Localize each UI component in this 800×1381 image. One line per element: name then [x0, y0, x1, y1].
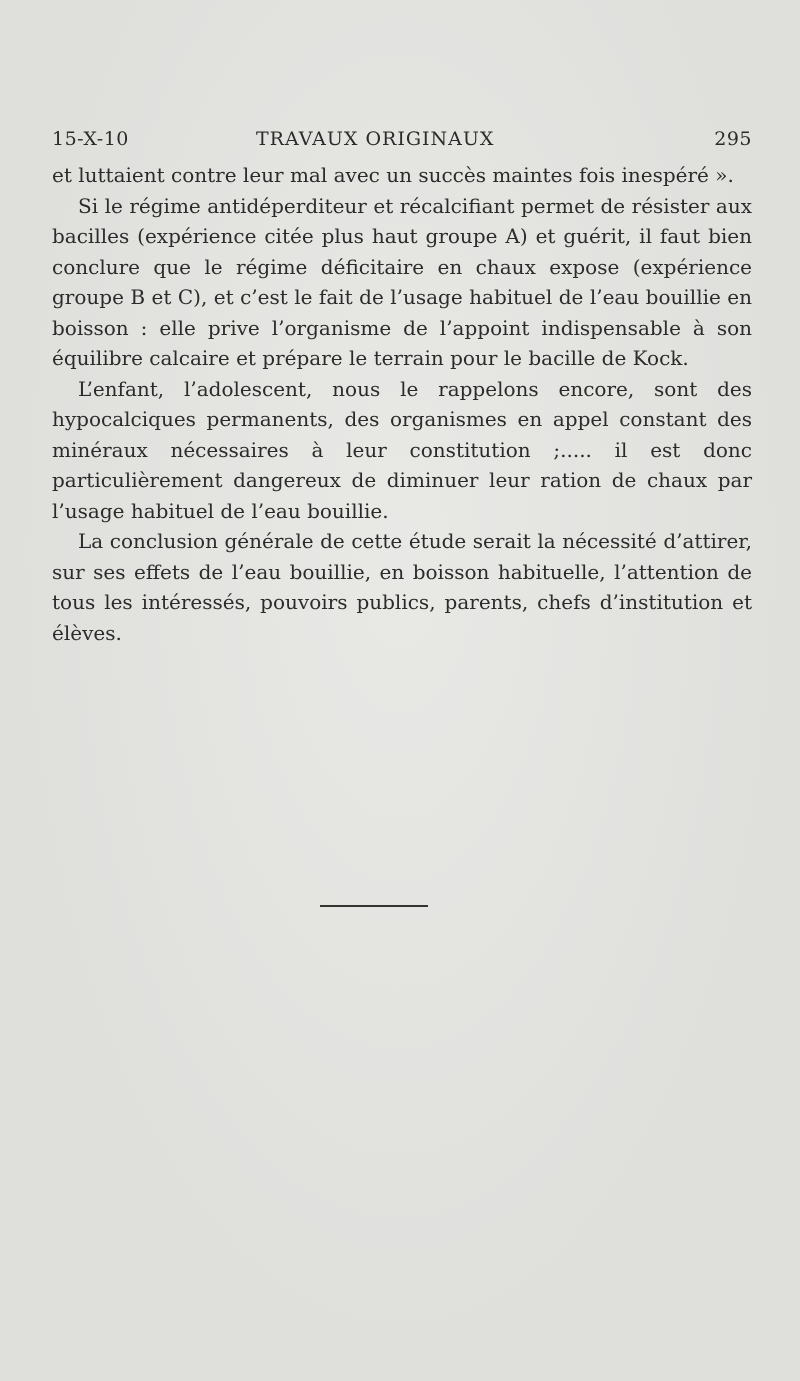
- end-rule: [320, 905, 428, 907]
- running-head-date: 15-X-10: [52, 128, 129, 150]
- paragraph-continuation: et luttaient contre leur mal avec un succès maintes fois inespéré ».: [52, 163, 734, 187]
- paragraph-conclusion: La conclusion générale de cette étude serait la nécessité d’attirer, sur ses effets de l’eau bouillie, en boisson habituelle, l’attention de tous les intéressés, pouvoirs publics, parents, chefs d’institution et élèves.: [52, 529, 752, 645]
- paragraph: Si le régime antidéperditeur et récalcifiant permet de résister aux bacilles (expérience citée plus haut groupe A) et guérit, il faut bien conclure que le régime déficitaire en chaux expose (expérience groupe B et C), et c’est le fait de l’usage habituel de l’eau bouillie en boisson : elle prive l’organisme de l’appoint indispensable à son équilibre calcaire et prépare le terrain pour le bacille de Kock.: [52, 193, 752, 370]
- body-text: [52, 160, 752, 648]
- running-head: [52, 128, 752, 158]
- running-head-title: TRAVAUX ORIGINAUX: [256, 128, 495, 150]
- paragraph: L’enfant, l’adolescent, nous le rappelons encore, sont des hypocalciques permanents, des organismes en appel constant des minéraux nécessaires à leur constitution ;..... il est donc particulièrement dangereux de diminuer leur ration de chaux par l’usage habituel de l’eau bouillie.: [52, 376, 752, 523]
- page-number: 295: [714, 128, 752, 150]
